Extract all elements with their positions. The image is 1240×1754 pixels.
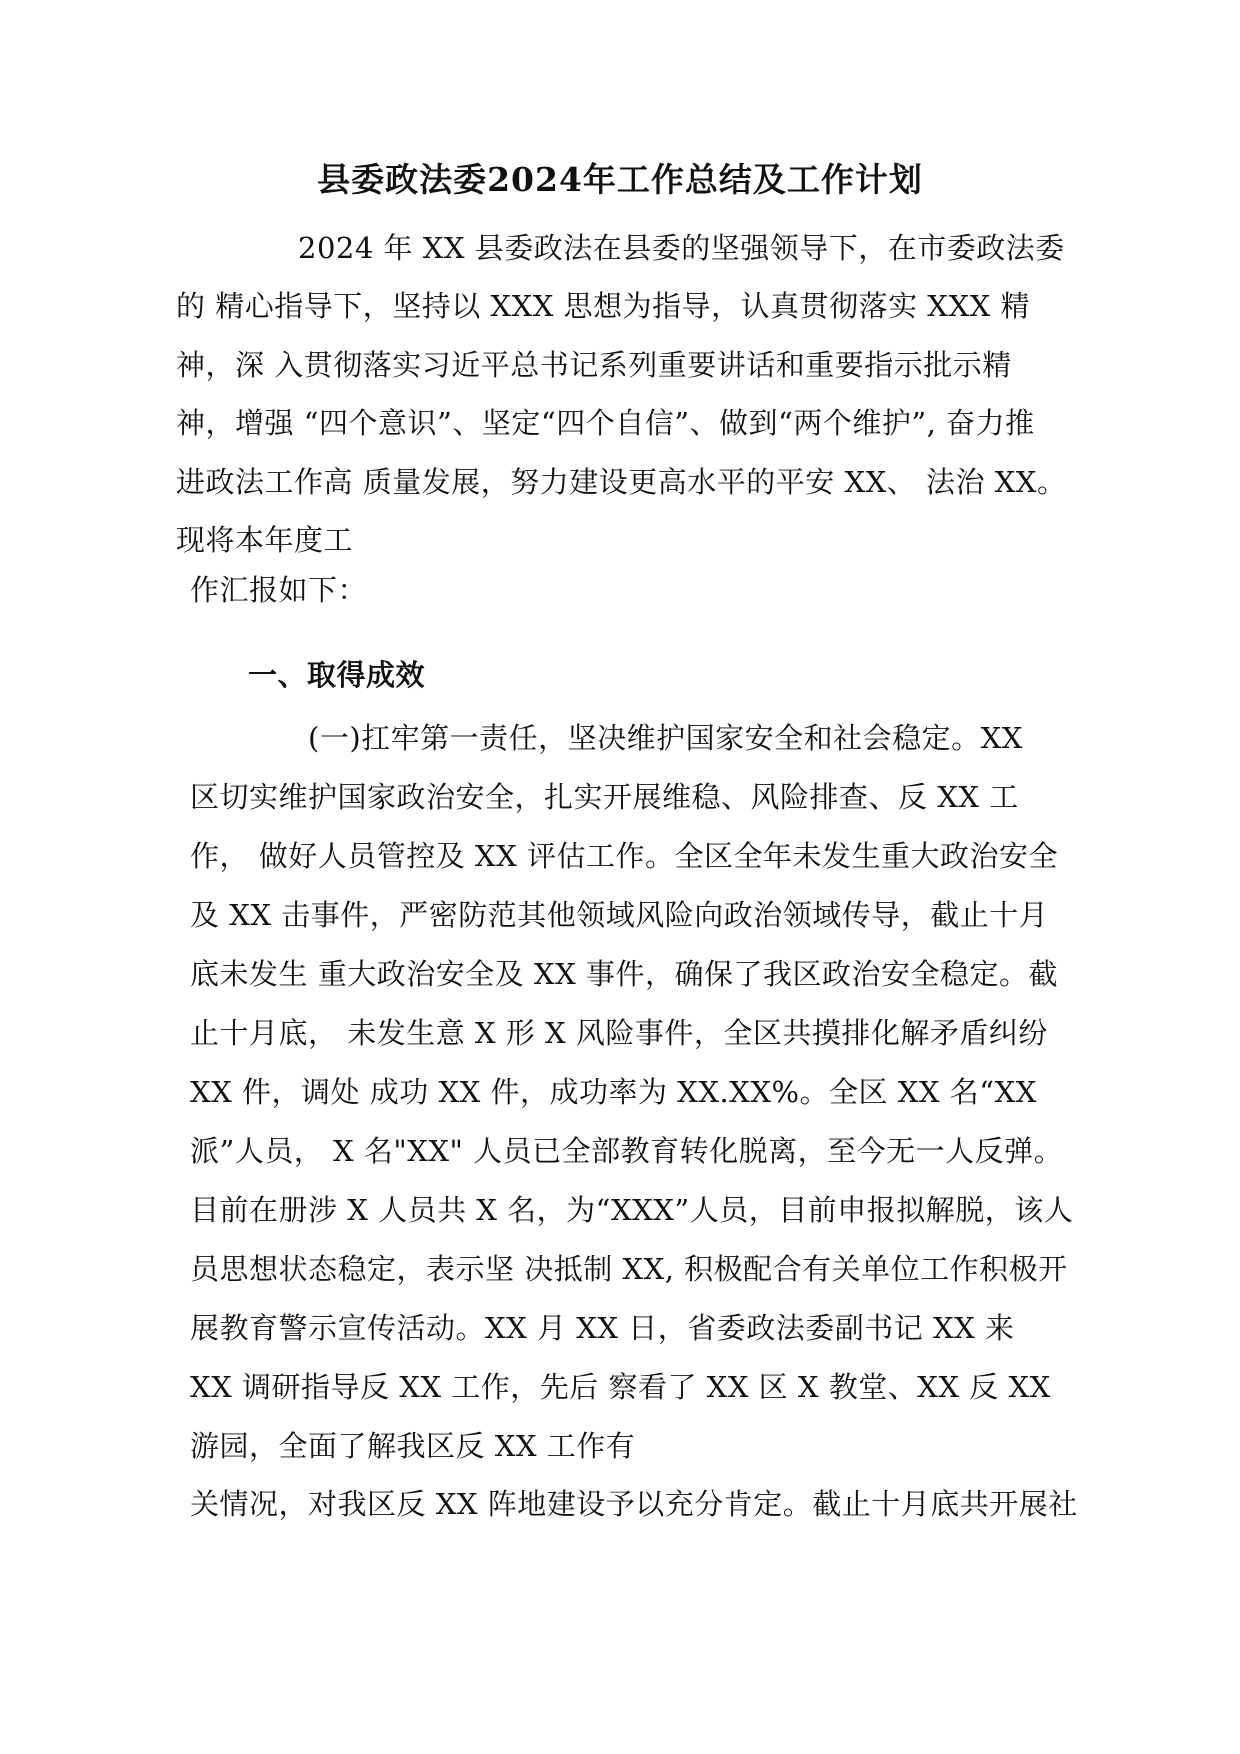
intro-line-5: 进政法工作高 质量发展，努力建设更高水平的平安 XX、 法治 XX。: [176, 465, 1067, 499]
intro-line-2: 的 精心指导下，坚持以 XXX 思想为指导，认真贯彻落实 XXX 精: [176, 289, 1030, 323]
body-line-7: XX 件，调处 成功 XX 件，成功率为 XX.XX%。全区 XX 名“XX: [190, 1075, 1037, 1109]
body-line-12: XX 调研指导反 XX 工作，先后 察看了 XX 区 X 教堂、XX 反 XX: [190, 1370, 1051, 1404]
body-line-8: 派”人员， X 名"XX" 人员已全部教育转化脱离，至今无一人反弹。: [190, 1134, 1064, 1168]
intro-line-7: 作汇报如下：: [190, 573, 368, 607]
body-line-2: 区切实维护国家政治安全，扎实开展维稳、风险排查、反 XX 工: [190, 780, 1019, 814]
body-line-6: 止十月底， 未发生意 X 形 X 风险事件，全区共摸排化解矛盾纠纷: [190, 1016, 1048, 1050]
intro-line-1: 2024 年 XX 县委政法在县委的坚强领导下，在市委政法委: [298, 231, 1065, 265]
body-line-3: 作， 做好人员管控及 XX 评估工作。全区全年未发生重大政治安全: [190, 839, 1058, 873]
intro-line-3: 神，深 入贯彻落实习近平总书记系列重要讲话和重要指示批示精: [176, 348, 1012, 382]
body-line-11: 展教育警示宣传活动。XX 月 XX 日，省委政法委副书记 XX 来: [190, 1311, 1015, 1345]
body-line-1: (一)扛牢第一责任，坚决维护国家安全和社会稳定。XX: [308, 721, 1023, 755]
body-line-14: 关情况，对我区反 XX 阵地建设予以充分肯定。截止十月底共开展社: [190, 1487, 1078, 1521]
body-line-5: 底未发生 重大政治安全及 XX 事件，确保了我区政治安全稳定。截: [190, 957, 1058, 991]
document-title: 县委政法委2024年工作总结及工作计划: [317, 160, 923, 199]
body-line-10: 员思想状态稳定，表示坚 决抵制 XX, 积极配合有关单位工作积极开: [190, 1252, 1068, 1286]
intro-line-6: 现将本年度工: [176, 523, 354, 557]
body-line-9: 目前在册涉 X 人员共 X 名，为“XXX”人员，目前申报拟解脱，该人: [190, 1193, 1074, 1227]
body-line-13: 游园，全面了解我区反 XX 工作有: [190, 1429, 636, 1463]
section-heading: 一、取得成效: [248, 658, 426, 692]
intro-line-4: 神，增强 “四个意识”、坚定“四个自信”、做到“两个维护”, 奋力推: [176, 406, 1035, 440]
body-line-4: 及 XX 击事件，严密防范其他领域风险向政治领域传导，截止十月: [190, 898, 1049, 932]
